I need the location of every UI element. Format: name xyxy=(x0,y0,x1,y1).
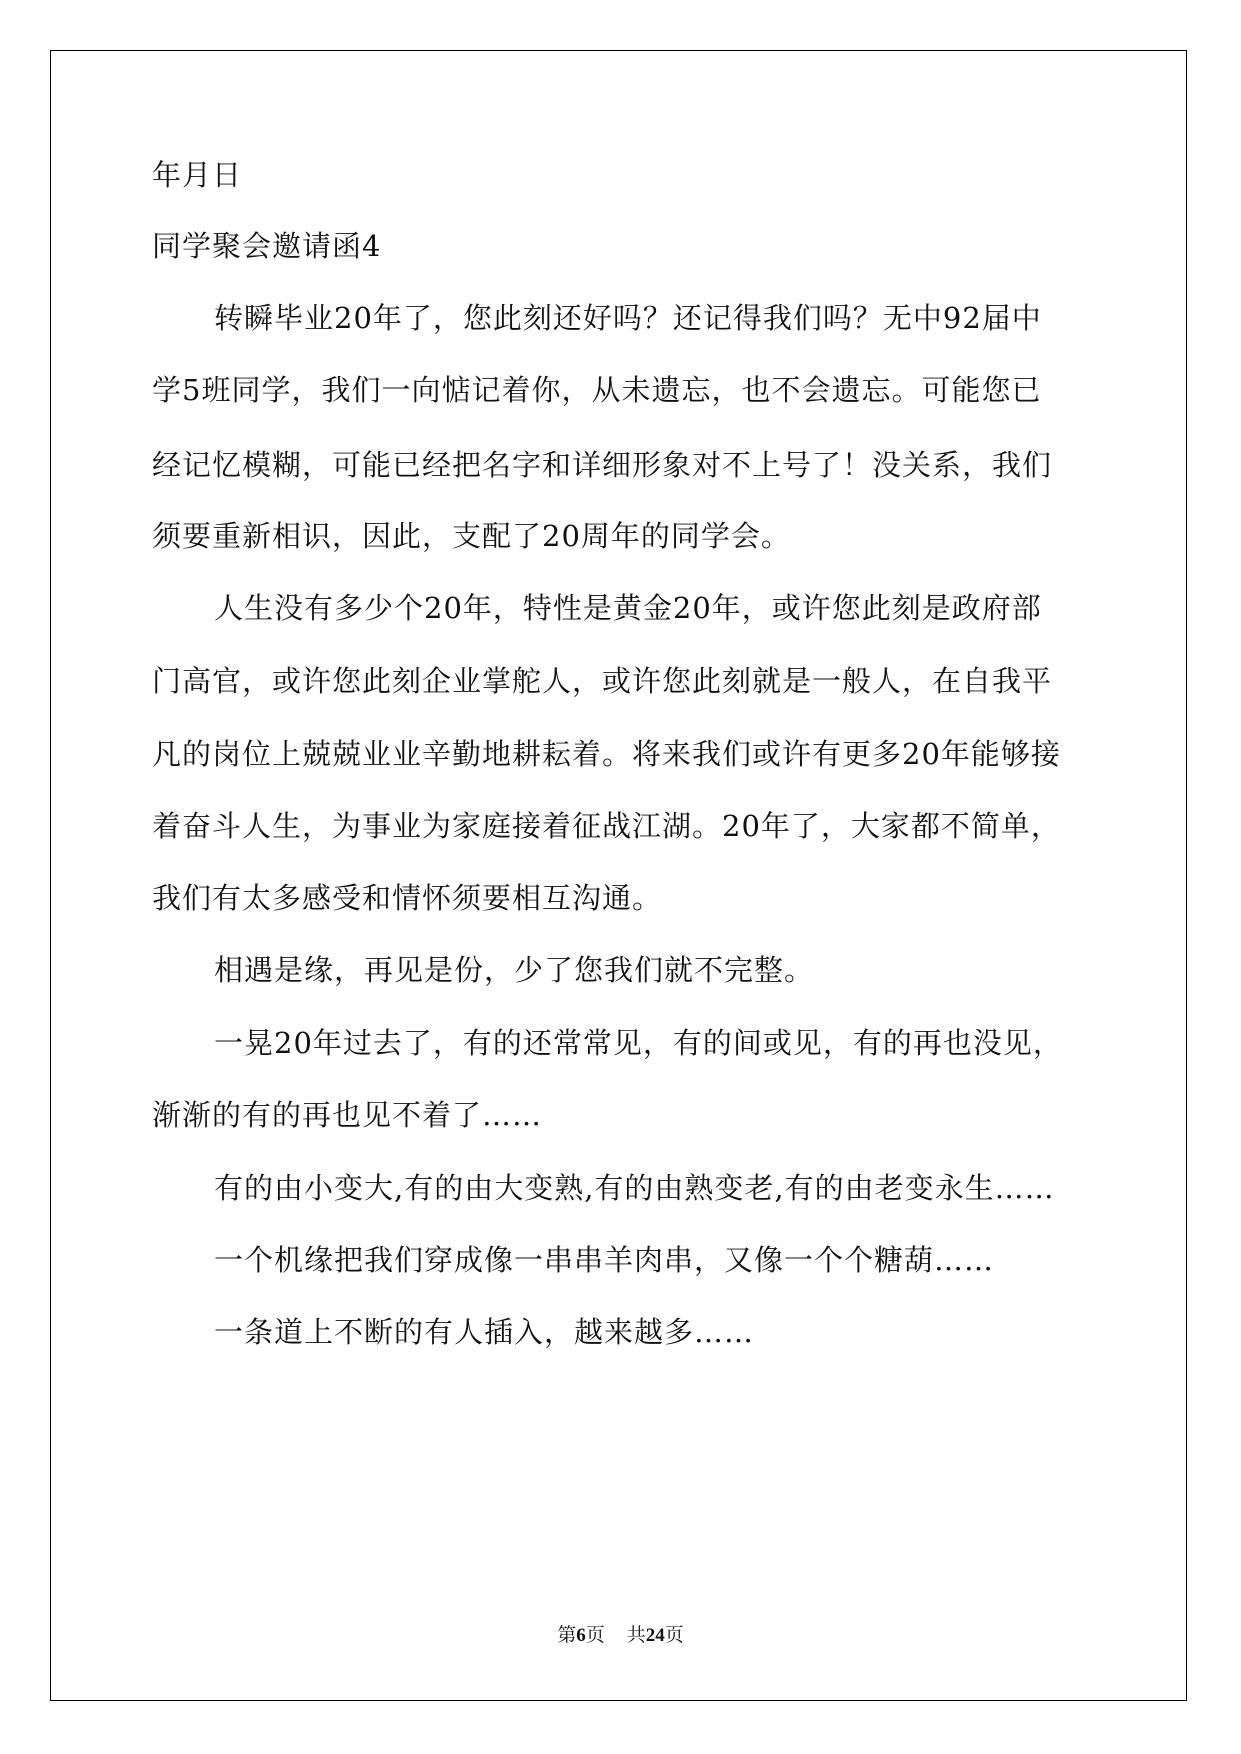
page-suffix: 页 xyxy=(585,1625,605,1646)
paragraph-line: 渐渐的有的再也见不着了…… xyxy=(152,1098,543,1132)
page-prefix: 第 xyxy=(557,1625,577,1646)
paragraph-line: 学5班同学，我们一向惦记着你，从未遗忘，也不会遗忘。可能您已 xyxy=(152,373,1042,407)
paragraph-line: 一个机缘把我们穿成像一串串羊肉串，又像一个个糖葫…… xyxy=(214,1243,995,1277)
paragraph-line: 转瞬毕业20年了，您此刻还好吗？还记得我们吗？无中92届中 xyxy=(214,301,1042,335)
paragraph-line: 相遇是缘，再见是份，少了您我们就不完整。 xyxy=(214,953,815,987)
paragraph-line: 一条道上不断的有人插入，越来越多…… xyxy=(214,1315,755,1349)
page-footer xyxy=(0,1620,1241,1647)
total-pages: 24 xyxy=(645,1625,665,1646)
date-line: 年月日 xyxy=(152,158,243,192)
total-suffix: 页 xyxy=(664,1625,684,1646)
total-prefix: 共 xyxy=(626,1625,646,1646)
page-border xyxy=(50,50,1187,1701)
page-number: 6 xyxy=(576,1625,586,1646)
paragraph-line: 有的由小变大,有的由大变熟,有的由熟变老,有的由老变永生…… xyxy=(214,1171,1055,1205)
paragraph-line: 一晃20年过去了，有的还常常见，有的间或见，有的再也没见， xyxy=(214,1026,1063,1060)
paragraph-line: 经记忆模糊，可能已经把名字和详细形象对不上号了！没关系，我们 xyxy=(152,448,1053,482)
paragraph-line: 凡的岗位上兢兢业业辛勤地耕耘着。将来我们或许有更多20年能够接 xyxy=(152,737,1061,771)
paragraph-line: 门高官，或许您此刻企业掌舵人，或许您此刻就是一般人，在自我平 xyxy=(152,664,1053,698)
paragraph-line: 着奋斗人生，为事业为家庭接着征战江湖。20年了，大家都不简单， xyxy=(152,809,1061,843)
paragraph-line: 我们有太多感受和情怀须要相互沟通。 xyxy=(152,881,663,915)
paragraph-line: 须要重新相识，因此，支配了20周年的同学会。 xyxy=(152,519,791,553)
paragraph-line: 人生没有多少个20年，特性是黄金20年，或许您此刻是政府部 xyxy=(214,591,1042,625)
document-heading: 同学聚会邀请函4 xyxy=(152,229,382,263)
